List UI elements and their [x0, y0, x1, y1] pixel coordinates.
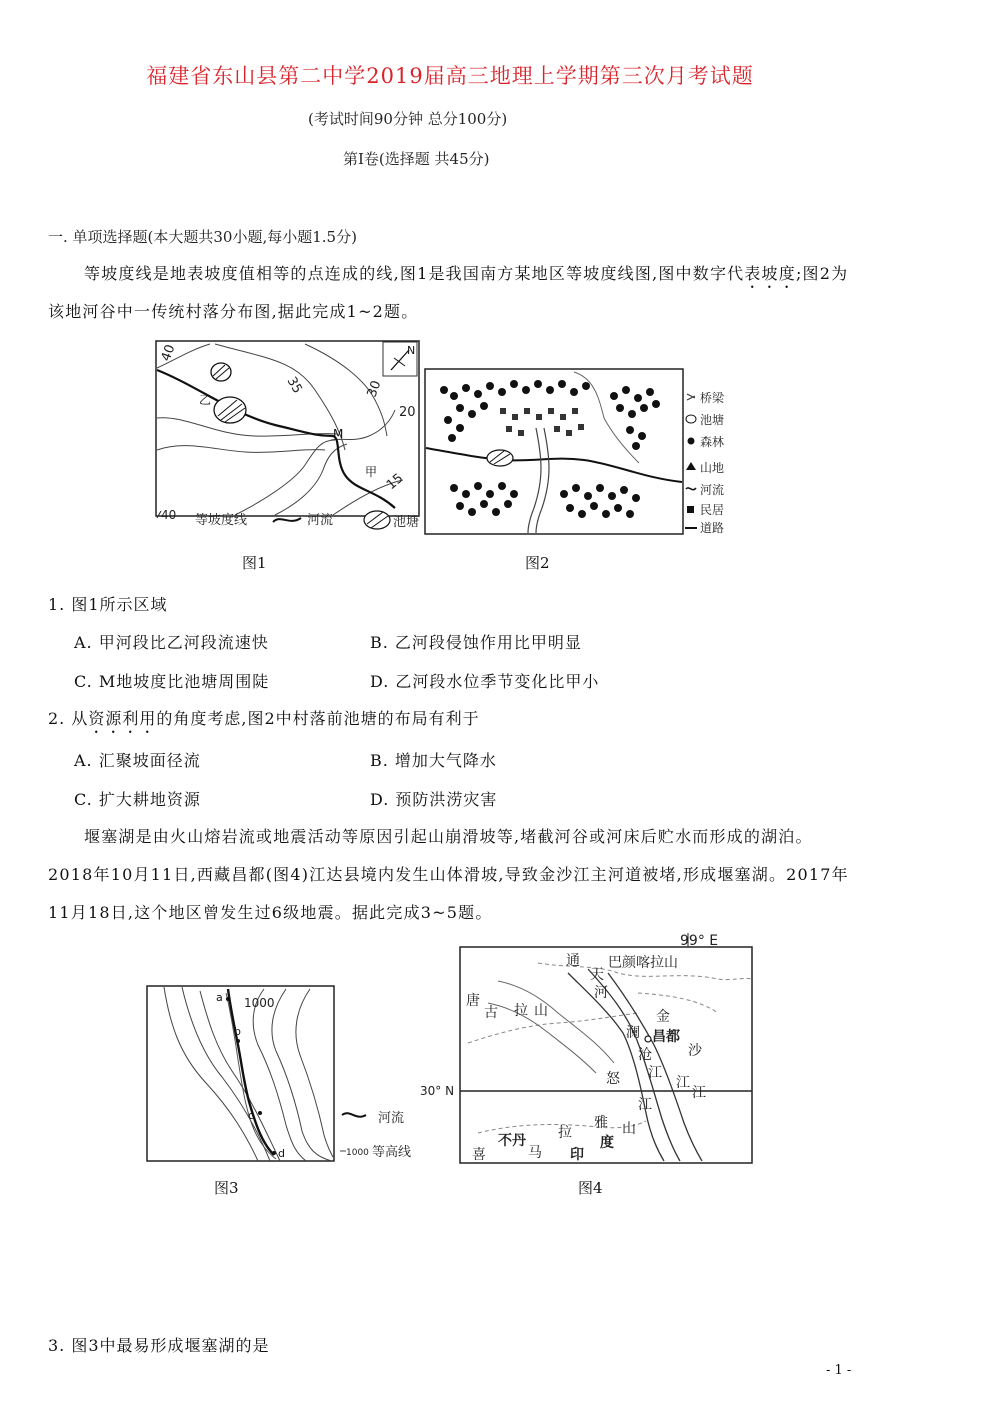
- question-3-stem: 3. 图3中最易形成堰塞湖的是: [48, 1336, 270, 1355]
- label-jiang-1: 江: [648, 1065, 662, 1081]
- exam-info: (考试时间90分钟 总分100分): [308, 110, 508, 128]
- legend-contour: 等高线: [372, 1145, 412, 1160]
- figure-3: [146, 985, 426, 1165]
- figure-4: [418, 933, 754, 1165]
- question-2-option-b: B. 增加大气降水: [370, 751, 497, 770]
- label-sha: 沙: [688, 1043, 702, 1059]
- figure-2: [424, 368, 744, 536]
- question-1-option-d: D. 乙河段水位季节变化比甲小: [370, 672, 600, 691]
- mountain-icon: [686, 462, 696, 470]
- question-1-stem: 1. 图1所示区域: [48, 595, 168, 614]
- north-arrow-label: N: [407, 344, 416, 357]
- figure-1: [155, 340, 420, 536]
- label-bayan: 巴颜喀拉山: [608, 955, 678, 971]
- volume-title: 第Ⅰ卷(选择题 共45分): [343, 150, 490, 168]
- page-title: 福建省东山县第二中学2019届高三地理上学期第三次月考试题: [146, 64, 754, 88]
- figure-2-map: [424, 368, 744, 536]
- figure-1-caption: 图1: [242, 554, 267, 572]
- label-nu: 怒: [606, 1071, 620, 1087]
- legend-mountain: 山地: [700, 461, 725, 475]
- contour-label-40: 40: [158, 342, 179, 364]
- label-tong: 通: [566, 953, 580, 969]
- label-jiang-4: 江: [638, 1097, 652, 1113]
- dwelling-icon: [687, 506, 694, 513]
- label-changdu: 昌都: [652, 1029, 680, 1045]
- label-lon: 99° E: [680, 933, 719, 949]
- legend-river: 河流: [307, 513, 334, 528]
- legend-river: 河流: [700, 483, 725, 497]
- label-a: a: [216, 991, 223, 1004]
- question-1-option-c: C. M地坡度比池塘周围陡: [74, 672, 270, 691]
- label-la: 拉: [514, 1003, 528, 1019]
- passage-1-text-a: 等坡度线是地表坡度值相等的点连成的线,图1是我国南方某地区等坡度线图,图中数字代: [84, 264, 745, 283]
- label-b: b: [234, 1025, 241, 1038]
- label-cang: 沧: [638, 1047, 652, 1063]
- label-tian: 天: [590, 967, 604, 983]
- label-ya: 雅: [594, 1115, 608, 1131]
- question-2-stem-a: 2. 从: [48, 709, 89, 728]
- passage-2: 堰塞湖是由火山熔岩流或地震活动等原因引起山崩滑坡等,堵截河谷或河床后贮水而形成的湖泊。2018年10月11日,西藏昌都(图4)江达县境内发生山体滑坡,导致金沙江主河道被堵,形成堰塞湖。2017年11月18日,这个地区曾发生过6级地震。据此完成3~5题。: [48, 827, 849, 922]
- label-xi: 喜: [472, 1147, 486, 1163]
- label-du: 度: [600, 1135, 614, 1151]
- label-m: M: [333, 427, 344, 441]
- label-shan-2: 山: [622, 1121, 636, 1137]
- label-he: 河: [594, 985, 608, 1001]
- label-gu: 古: [484, 1005, 498, 1021]
- figure-1-map: [155, 340, 420, 536]
- pond-icon: [686, 415, 696, 423]
- figure-2-legend: [700, 390, 725, 535]
- label-jiang-3: 江: [692, 1085, 706, 1101]
- legend-road: 道路: [700, 521, 725, 535]
- figure-4-caption: 图4: [578, 1179, 603, 1197]
- page-number: - 1 -: [826, 1363, 852, 1378]
- label-jia: 甲: [365, 465, 378, 479]
- passage-1-text-b: ;图2为该地河谷中一传统村落分布图,据此完成1~2题。: [48, 264, 849, 321]
- legend-contour-num: 1000: [346, 1148, 369, 1158]
- figure-4-map: [418, 933, 754, 1165]
- figure-3-map: [146, 985, 426, 1165]
- legend-bridge: 桥梁: [700, 391, 725, 405]
- question-1-option-b: B. 乙河段侵蚀作用比甲明显: [370, 633, 582, 652]
- contour-label-35: 35: [283, 374, 305, 397]
- question-2-stem: [48, 706, 480, 737]
- changdu-point: [645, 1036, 651, 1042]
- contour-label-15: 15: [383, 470, 407, 494]
- label-jin: 金: [656, 1009, 670, 1025]
- label-d: d: [278, 1147, 285, 1160]
- label-bhutan: 不丹: [498, 1133, 526, 1149]
- elevation-label: 1000: [244, 996, 275, 1010]
- contour-label-30: 30: [364, 378, 385, 400]
- figure-3-caption: 图3: [214, 1179, 239, 1197]
- question-2-stem-b: 的角度考虑,图2中村落前池塘的布局有利于: [156, 709, 480, 728]
- question-1-option-a: A. 甲河段比乙河段流速快: [74, 633, 269, 652]
- question-2-option-a: A. 汇聚坡面径流: [74, 751, 201, 770]
- question-2-option-d: D. 预防洪涝灾害: [370, 790, 498, 809]
- river-icon: [686, 488, 696, 490]
- legend-contour: 等坡度线: [195, 513, 248, 528]
- bridge-icon: [687, 394, 695, 400]
- legend-contour-num: 40: [161, 508, 177, 522]
- section-heading: 一. 单项选择题(本大题共30小题,每小题1.5分): [48, 228, 357, 246]
- label-yi: 乙: [199, 393, 212, 407]
- label-la-2: 拉: [558, 1125, 572, 1141]
- legend-pond: 池塘: [393, 515, 420, 530]
- label-c: c: [248, 1109, 255, 1122]
- legend-pond: 池塘: [700, 413, 725, 427]
- passage-1-emphasis: 表坡度: [744, 264, 796, 283]
- label-ma: 马: [528, 1145, 542, 1161]
- passage-1: [48, 255, 854, 331]
- question-2-emphasis: 资源利用: [88, 709, 157, 728]
- legend-river: 河流: [378, 1111, 405, 1126]
- label-lat: 30° N: [420, 1084, 455, 1098]
- label-lan: 澜: [626, 1025, 640, 1041]
- label-jiang-2: 江: [676, 1075, 690, 1091]
- forest-icon: [688, 438, 695, 445]
- label-shan: 山: [534, 1003, 548, 1019]
- figure-2-caption: 图2: [525, 554, 550, 572]
- label-yin: 印: [570, 1147, 584, 1163]
- contour-label-20: 20: [399, 405, 416, 420]
- label-tang: 唐: [466, 993, 480, 1009]
- legend-river-icon: [342, 1113, 366, 1116]
- legend-forest: 森林: [700, 435, 725, 449]
- legend-dwelling: 民居: [700, 503, 725, 517]
- question-2-option-c: C. 扩大耕地资源: [74, 790, 201, 809]
